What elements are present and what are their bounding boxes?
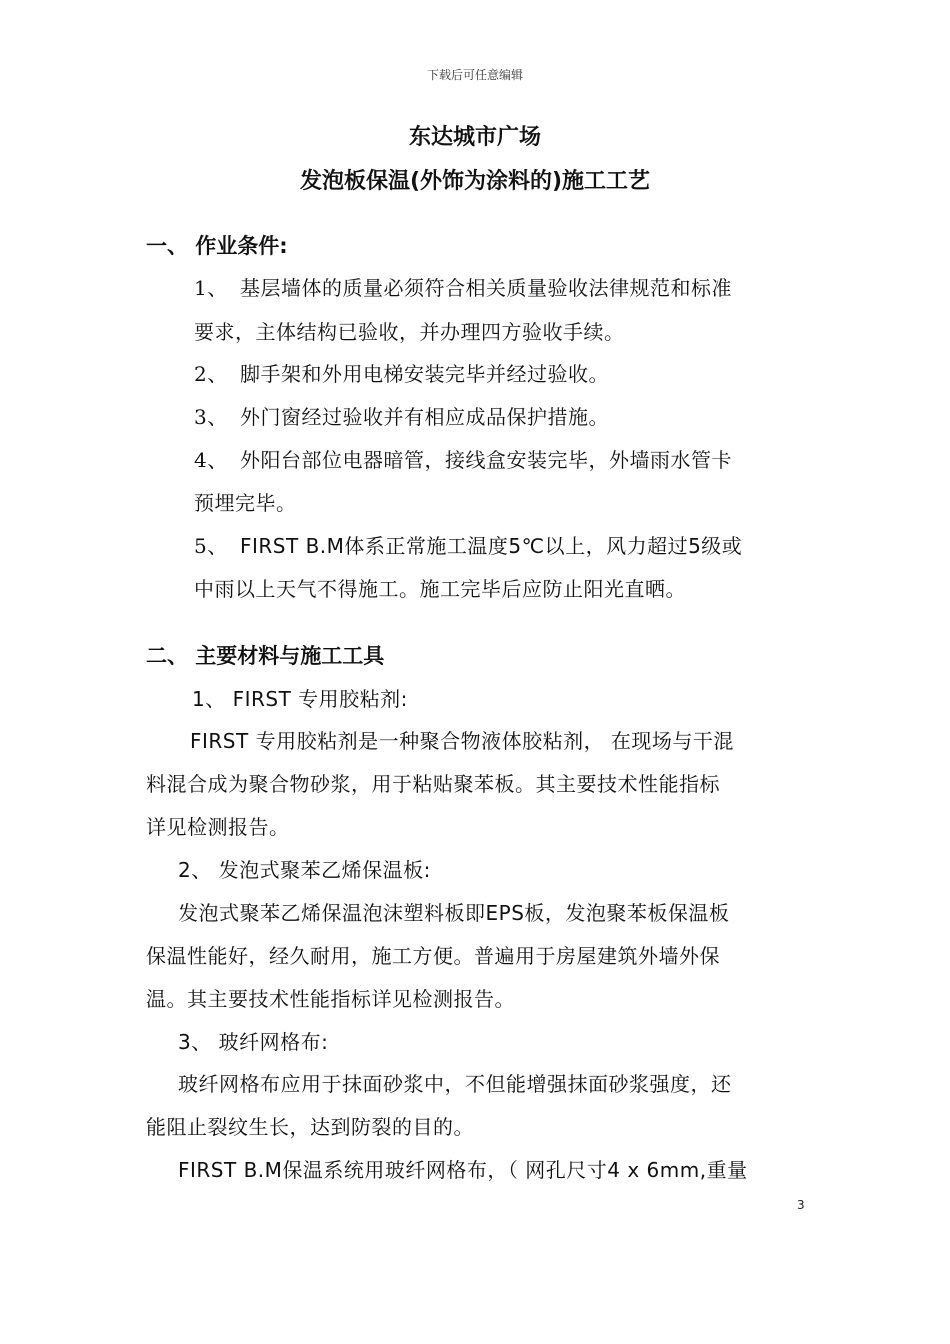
s2-sub2-title: 2、 发泡式聚苯乙烯保温板: [178,858,431,882]
s2-sub3-line3: FIRST B.M保温系统用玻纤网格布，（ 网孔尺寸4 x 6mm,重量 [178,1158,748,1182]
s2-sub1-line3: 详见检测报告。 [146,815,290,839]
section2-heading: 二、 主要材料与施工工具 [146,644,385,668]
s1-item4-line2: 预埋完毕。 [194,491,297,515]
s1-item2: 2、 脚手架和外用电梯安装完毕并经过验收。 [194,358,609,387]
s1-item5-line2: 中雨以上天气不得施工。施工完毕后应防止阳光直晒。 [194,577,686,601]
s2-sub1-line1: FIRST 专用胶粘剂是一种聚合物液体胶粘剂， 在现场与干混 [190,729,734,753]
document-subtitle: 发泡板保温(外饰为涂料的)施工工艺 [299,169,651,194]
s2-sub1-line2: 料混合成为聚合物砂浆，用于粘贴聚苯板。其主要技术性能指标 [146,772,720,796]
header-note: 下载后可任意编辑 [426,68,523,82]
s1-item1-line2: 要求，主体结构已验收，并办理四方验收手续。 [194,320,625,344]
s2-sub2-line3: 温。其主要技术性能指标详见检测报告。 [146,987,515,1011]
s1-item1-line1: 1、 基层墙体的质量必须符合相关质量验收法律规范和标准 [194,272,732,301]
s2-sub3-line1: 玻纤网格布应用于抹面砂浆中，不但能增强抹面砂浆强度，还 [178,1072,732,1096]
s1-item4-line1: 4、 外阳台部位电器暗管，接线盒安装完毕，外墙雨水管卡 [194,444,732,473]
s1-item4-number: 4、 [194,448,228,472]
s2-sub1-title: 1、 FIRST 专用胶粘剂: [192,687,408,711]
section1-heading: 一、 作业条件: [146,234,288,258]
s1-item2-number: 2、 [194,362,228,386]
s1-item5-line1: 5、 FIRST B.M体系正常施工温度5℃以上，风力超过5级或 [194,530,742,559]
s2-sub3-title: 3、 玻纤网格布: [178,1030,329,1054]
s1-item5-number: 5、 [194,534,228,558]
page-number: 3 [797,1198,805,1212]
s2-sub3-line2: 能阻止裂纹生长，达到防裂的目的。 [146,1115,474,1139]
s1-item3-number: 3、 [194,405,228,429]
s1-item3: 3、 外门窗经过验收并有相应成品保护措施。 [194,401,609,430]
s1-item1-number: 1、 [194,276,228,300]
document-title: 东达城市广场 [408,125,541,150]
s2-sub2-line2: 保温性能好，经久耐用，施工方便。普遍用于房屋建筑外墙外保 [146,944,720,968]
s2-sub2-line1: 发泡式聚苯乙烯保温泡沫塑料板即EPS板，发泡聚苯板保温板 [178,901,730,925]
